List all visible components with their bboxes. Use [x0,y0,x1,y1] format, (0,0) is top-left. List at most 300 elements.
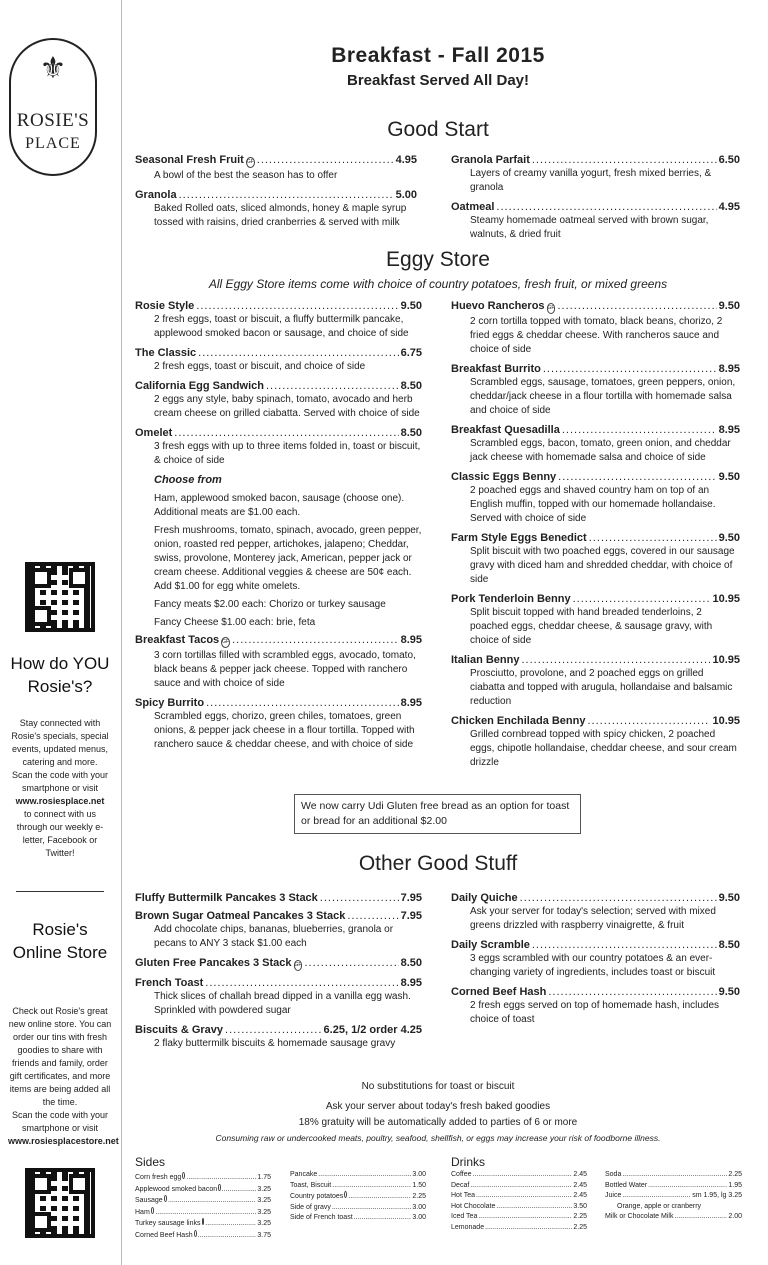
menu-item-line [135,154,417,168]
good-start-right [451,154,740,248]
menu-item-description: 2 fresh eggs, toast or biscuit, a fluffy buttermilk pancake, applewood smoked bacon or sausage, and choice of side [154,314,409,339]
menu-item-name: Chicken Enchilada Benny [451,715,586,727]
menu-item-price: 8.50 [400,380,422,392]
menu-item [135,189,417,230]
price-list-item [290,1170,426,1181]
dot-leader [198,1231,257,1242]
dot-leader [478,1212,572,1223]
menu-item-name: Corned Beef Hash [451,986,547,998]
menu-item-description: 3 eggs scrambled with our country potatoes & an ever-changing variety of ingredients, includes toast or biscuit [470,953,716,978]
menu-item-name: Italian Benny [451,654,520,666]
price-list-price: 1.75 [257,1174,271,1181]
menu-item-line [135,300,422,312]
sides-col-2 [290,1170,426,1224]
qr-code-icon[interactable] [25,562,95,632]
drinks-heading: Drinks [451,1155,486,1169]
section-title-other-good-stuff: Other Good Stuff [358,852,518,875]
menu-item [135,1024,422,1051]
dot-leader [332,1203,412,1214]
price-list-price: 3.25 [257,1208,271,1216]
footer-baked-goodies: Ask your server about today's fresh baked goodies [325,1101,551,1112]
eggy-store-left [135,300,422,758]
menu-item [135,977,422,1018]
price-list-name: Lemonade [451,1223,485,1231]
dot-leader [587,715,710,727]
menu-item [451,939,740,980]
price-list-price: sm 1.95, lg 3.25 [692,1192,742,1199]
dot-leader [206,697,399,709]
menu-item-name: Brown Sugar Oatmeal Pancakes 3 Stack [135,910,346,922]
menu-item-line [451,201,740,213]
dot-leader [557,300,716,312]
gluten-free-icon: GF [246,157,255,168]
dot-leader [562,424,717,436]
menu-item [135,634,422,691]
menu-item [135,300,422,341]
menu-item-description: Steamy homemade oatmeal served with brown sugar, walnuts, & dried fruit [470,215,709,240]
sides-heading: Sides [135,1155,166,1169]
dot-leader [186,1173,256,1184]
dot-leader [232,634,398,646]
dot-leader [320,892,399,904]
menu-item-line [451,986,740,998]
connect-text-1: Stay connected with Rosie's specials, special events, updated menus, catering and more. [11,718,109,767]
sidebar-divider [16,891,104,892]
menu-item [451,201,740,242]
menu-item-line [451,593,740,605]
price-list-item [135,1230,271,1242]
choose-from-option: Fancy Cheese $1.00 each: brie, feta [154,617,316,628]
menu-item-price: 9.50 [400,300,422,312]
gluten-free-icon [218,1184,221,1191]
menu-item-name: Daily Quiche [451,892,518,904]
dot-leader [318,1170,411,1181]
dot-leader [348,1192,411,1203]
menu-item-name: Rosie Style [135,300,195,312]
menu-item-line [135,347,422,359]
dot-leader [532,154,717,166]
price-list-item [290,1203,426,1214]
price-list-price: 2.25 [573,1213,587,1220]
menu-item [135,697,422,752]
dot-leader [532,939,717,951]
menu-item-price: 8.95 [400,977,422,989]
menu-main [128,0,768,1265]
dot-leader [543,363,717,375]
menu-item-price: 8.50 [400,427,422,439]
website-link[interactable]: www.rosiesplace.net [15,796,105,806]
dot-leader [304,957,398,969]
dot-leader [558,471,716,483]
price-list-item [451,1223,587,1234]
gluten-free-icon [151,1207,155,1214]
fleur-de-lis-icon: ⚜ [39,51,67,86]
menu-item-description: 2 flaky buttermilk biscuits & homemade sausage gravy [154,1038,396,1049]
dot-leader [198,347,398,359]
menu-item-line [135,910,422,922]
price-list-price: 2.00 [728,1213,742,1220]
menu-item [451,593,740,648]
menu-item-line [135,957,422,971]
price-list-price: 2.45 [573,1171,587,1178]
menu-item [451,654,740,709]
dot-leader [155,1208,256,1219]
menu-item-line [451,715,740,727]
price-list-name: Corn fresh egg [135,1174,182,1181]
menu-item-price: 10.95 [712,654,740,666]
menu-item-description: Grilled cornbread topped with spicy chicken, 2 poached eggs, chipotle hollandaise, cheddar cheese, and sour cream drizzle [470,729,737,768]
gluten-free-icon [194,1230,197,1237]
menu-item-name: Seasonal Fresh Fruit [135,154,244,166]
price-list-item [290,1191,426,1203]
store-website-link[interactable]: www.rosiesplacestore.net [8,1136,119,1146]
good-start-left [135,154,417,236]
menu-item-description: Thick slices of challah bread dipped in a vanilla egg wash. Sprinkled with powdered sugar [154,991,411,1016]
price-list-price: 3.00 [412,1214,426,1221]
menu-item-price: 5.00 [395,189,417,201]
gluten-free-icon [164,1195,167,1202]
price-list-item [451,1181,587,1192]
dot-leader [222,1185,257,1196]
price-list-name: Ham [135,1208,150,1216]
price-list-item [605,1181,742,1192]
menu-subtitle: Breakfast Served All Day! [346,72,530,89]
menu-item-name: Huevo Rancheros [451,300,545,312]
menu-item-description: 2 fresh eggs, toast or biscuit, and choice of side [154,361,366,372]
price-list-item [290,1181,426,1192]
dot-leader [354,1213,412,1224]
menu-item-description: Split biscuit with two poached eggs, covered in our sausage gravy with diced ham and shredded cheddar, with choice of side [470,546,735,585]
eggy-left-items-2 [135,634,422,752]
menu-item-name: Oatmeal [451,201,495,213]
menu-item-name: French Toast [135,977,204,989]
menu-item-line [451,532,740,544]
eggy-left-items [135,300,422,468]
dot-leader [622,1191,691,1202]
dot-leader [470,1181,572,1192]
dot-leader [179,189,394,201]
choose-from-heading: Choose from [154,474,222,486]
price-list-name: Country potatoes [290,1193,344,1200]
menu-item-line [451,892,740,904]
price-list-item [605,1212,742,1223]
menu-item-name: Daily Scramble [451,939,530,951]
price-list-item [605,1170,742,1181]
footer-no-substitutions: No substitutions for toast or biscuit [361,1081,515,1092]
menu-item-description: Baked Rolled oats, sliced almonds, honey & maple syrup tossed with raisins, dried cranberries & served with milk [154,203,407,228]
menu-item-line [135,189,417,201]
menu-item-description: Add chocolate chips, bananas, blueberries, granola or pecans to ANY 3 stack $1.00 each [154,924,394,949]
menu-item-description: 2 corn tortilla topped with tomato, black beans, chorizo, 2 fried eggs & cheddar cheese. With rancheros sauce and choice of side [470,316,723,355]
menu-item-name: Fluffy Buttermilk Pancakes 3 Stack [135,892,318,904]
gluten-free-icon: GF [294,960,303,971]
dot-leader [548,986,716,998]
dot-leader [521,654,710,666]
price-list-name: Soda [605,1171,622,1178]
price-list-name: Juice [605,1192,622,1199]
menu-item-price: 7.95 [400,910,422,922]
menu-item-name: The Classic [135,347,197,359]
menu-item-name: Pork Tenderloin Benny [451,593,571,605]
menu-item-price: 9.50 [718,532,740,544]
menu-item-description: 2 fresh eggs served on top of homemade hash, includes choice of toast [470,1000,720,1025]
dot-leader [332,1181,411,1192]
dot-leader [573,593,711,605]
rosies-place-logo [9,38,97,176]
price-list-item [451,1202,587,1213]
logo-word-2: PLACE [25,135,81,152]
price-list-name: Hot Tea [451,1192,475,1199]
menu-item-line [135,892,422,904]
menu-item [135,892,422,904]
menu-item-line [135,380,422,392]
menu-item-price: 9.50 [718,471,740,483]
dot-leader [225,1024,322,1036]
menu-item-line [451,471,740,483]
menu-item-name: Breakfast Quesadilla [451,424,560,436]
eggy-store-note: All Eggy Store items come with choice of country potatoes, fresh fruit, or mixed greens [208,277,668,291]
price-list-name: Turkey sausage links [135,1220,201,1227]
menu-item-line [135,697,422,709]
price-list-name: Applewood smoked bacon [135,1185,218,1193]
menu-item [135,154,417,183]
menu-item-description: 2 poached eggs and shaved country ham on top of an English muffin, topped with our homemade hollandaise. Served with choice of side [470,485,716,524]
menu-item-price: 8.95 [400,634,422,646]
eggy-store-right [451,300,740,776]
menu-item-name: California Egg Sandwich [135,380,264,392]
menu-item [451,154,740,195]
menu-item [135,347,422,374]
dot-leader [347,910,398,922]
menu-item-price: 8.95 [400,697,422,709]
price-list-price: 1.50 [412,1181,426,1189]
price-list-name: Corned Beef Hash [135,1231,193,1239]
gluten-free-icon [202,1218,205,1225]
choose-from-option: Fancy meats $2.00 each: Chorizo or turkey sausage [154,599,386,610]
price-list-name: Coffee [451,1171,472,1178]
price-list-name: Bottled Water [605,1181,648,1189]
price-list-item [135,1218,271,1230]
menu-item-line [135,634,422,648]
footer-foodborne-warning: Consuming raw or undercooked meats, poultry, seafood, shellfish, or eggs may increase your risk of foodborne illness. [215,1133,661,1143]
menu-item-description: Layers of creamy vanilla yogurt, fresh mixed berries, & granola [470,168,712,193]
menu-item [135,957,422,971]
price-list-item [135,1195,271,1207]
menu-item-description: 3 corn tortillas filled with scrambled eggs, avocado, tomato, black beans & pepper jack cheese. Topped with ranchero sauce and with choice of side [154,650,416,689]
price-list-price: 3.75 [257,1231,271,1239]
sidebar [0,0,122,1265]
menu-item-description: 2 eggs any style, baby spinach, tomato, avocado and herb cream cheese on grilled ciabatta. Served with choice of side [154,394,420,419]
price-list-item [135,1172,271,1184]
menu-item-line [135,977,422,989]
menu-item-description: Split biscuit topped with hand breaded tenderloins, 2 poached eggs, cheddar cheese, & sausage gravy, with choice of side [470,607,713,646]
price-list-name: Milk or Chocolate Milk [605,1213,674,1220]
choose-from-option: Fresh mushrooms, tomato, spinach, avocado, green pepper, onion, roasted red pepper, artichokes, jalapeno; Cheddar, swiss, provolone, Monterey jack, American, pepper jack or cream cheese. Additional veggies & cheese are 50¢ each. Add $1.00 for egg white omelets. [154,525,422,592]
menu-item-name: Spicy Burrito [135,697,205,709]
menu-item-line [451,154,740,166]
menu-item-name: Biscuits & Gravy [135,1024,224,1036]
menu-item [451,532,740,587]
menu-item [451,300,740,357]
dot-leader [205,1219,256,1230]
price-list-price: 2.25 [412,1193,426,1200]
menu-item [451,986,740,1027]
other-left [135,892,422,1057]
choose-from-options [135,492,422,630]
price-list-price: 2.25 [573,1223,587,1231]
menu-item-line [451,300,740,314]
menu-item-description: A bowl of the best the season has to offer [154,170,338,181]
sidebar-heading-store: Rosie's Online Store [12,920,108,962]
price-list-price: 3.50 [573,1202,587,1210]
other-right [451,892,740,1033]
menu-item-name: Breakfast Tacos [135,634,220,646]
menu-item [135,427,422,468]
menu-item-description: Prosciutto, provolone, and 2 poached eggs on grilled ciabatta and topped with arugula, hollandaise and balsamic reduction [470,668,733,707]
price-list-name: Toast, Biscuit [290,1181,332,1189]
price-list-name: Sausage [135,1197,163,1204]
menu-item-price: 8.50 [718,939,740,951]
menu-item-description: Ask your server for today's selection; served with mixed greens drizzled with raspberry vinaigrette, & fruit [470,906,716,931]
store-text-2: Scan the code with your smartphone or visit [11,1110,109,1133]
price-list-name: Hot Chocolate [451,1202,496,1210]
dot-leader [496,1202,572,1213]
dot-leader [520,892,717,904]
menu-item-price: 4.95 [395,154,417,166]
gluten-free-icon [182,1172,185,1179]
dot-leader [496,201,716,213]
dot-leader [589,532,717,544]
price-list-item [135,1207,271,1219]
menu-item-name: Breakfast Burrito [451,363,541,375]
price-list-price: 2.45 [573,1192,587,1199]
dot-leader [196,300,398,312]
menu-title: Breakfast - Fall 2015 [331,44,545,67]
menu-item-description: Scrambled eggs, sausage, tomatoes, green peppers, onion, cheddar/jack cheese in a flour tortilla with homemade salsa and choice of side [470,377,736,416]
menu-item-name: Classic Eggs Benny [451,471,557,483]
menu-item-line [135,1024,422,1036]
price-list-item [135,1184,271,1196]
price-list-item [451,1191,587,1202]
connect-text-2: Scan the code with your smartphone or visit [11,770,109,793]
menu-item-price: 4.95 [718,201,740,213]
menu-item-description: Scrambled eggs, bacon, tomato, green onion, and cheddar jack cheese with homemade salsa and choice of side [470,438,731,463]
price-list-item [290,1213,426,1224]
dot-leader [622,1170,727,1181]
sides-col-1 [135,1172,271,1241]
menu-item-line [451,939,740,951]
section-title-eggy-store: Eggy Store [386,248,490,271]
gluten-free-notice: We now carry Udi Gluten free bread as an option for toast or bread for an additional $2.00 [294,794,581,834]
menu-item-name: Granola Parfait [451,154,530,166]
dot-leader [174,427,398,439]
price-list-price: 2.45 [573,1181,587,1189]
dot-leader [476,1191,572,1202]
price-list-name: Orange, apple or cranberry [617,1202,702,1210]
gluten-free-icon: GF [221,637,230,648]
sidebar-store-text [8,1005,119,1148]
menu-item-price: 6.25, 1/2 order 4.25 [323,1024,422,1036]
menu-item-price: 6.75 [400,347,422,359]
dot-leader [205,977,398,989]
menu-item-price: 9.50 [718,892,740,904]
dot-leader [674,1212,727,1223]
price-list-price: 3.00 [412,1203,426,1211]
menu-item-price: 8.95 [718,363,740,375]
price-list-name: Pancake [290,1171,318,1178]
menu-item-line [451,654,740,666]
price-list-item [605,1202,742,1213]
menu-item [451,471,740,526]
menu-item-name: Omelet [135,427,173,439]
sidebar-connect-text [8,717,112,860]
price-list-price: 1.95 [728,1181,742,1189]
menu-item-price: 10.95 [712,715,740,727]
gluten-free-icon [344,1191,347,1198]
menu-item-price: 9.50 [718,300,740,312]
menu-item-price: 7.95 [400,892,422,904]
menu-item-name: Gluten Free Pancakes 3 Stack [135,957,292,969]
dot-leader [266,380,399,392]
price-list-item [605,1191,742,1202]
menu-item [451,892,740,933]
dot-leader [257,154,394,166]
menu-item [135,380,422,421]
price-list-price: 3.00 [412,1171,426,1178]
store-text-1: Check out Rosie's great new online store. You can order our tins with fresh goodies to share with friends and family, order gift certificates, and more items are being added all the time. [8,1006,112,1107]
store-qr-code-icon[interactable] [25,1168,95,1238]
menu-item [451,363,740,418]
menu-item [451,424,740,465]
connect-text-3: to connect with us through our weekly e-letter, Facebook or Twitter! [16,809,104,858]
menu-item-name: Farm Style Eggs Benedict [451,532,587,544]
menu-item [451,715,740,770]
price-list-price: 3.25 [257,1185,271,1193]
menu-item-line [135,427,422,439]
dot-leader [648,1181,727,1192]
menu-item-description: Scrambled eggs, chorizo, green chiles, tomatoes, green onions, & pepper jack cheese in a flour tortilla. Topped with ranchero sauce & cheddar cheese, and with choice of side [154,711,415,750]
footer-gratuity: 18% gratuity will be automatically added to parties of 6 or more [298,1117,578,1128]
menu-item-price: 6.50 [718,154,740,166]
price-list-price: 3.25 [257,1197,271,1204]
price-list-name: Iced Tea [451,1213,478,1220]
logo-word-1: ROSIE'S [16,110,90,131]
drinks-col-2 [605,1170,742,1223]
menu-item [135,910,422,951]
menu-item-price: 8.95 [718,424,740,436]
gluten-free-icon: GF [547,303,556,314]
dot-leader [485,1223,572,1234]
price-list-price: 3.25 [257,1220,271,1227]
menu-item-price: 8.50 [400,957,422,969]
menu-item-line [451,363,740,375]
price-list-name: Side of gravy [290,1203,331,1211]
price-list-name: Decaf [451,1181,470,1189]
drinks-col-1 [451,1170,587,1233]
sidebar-heading-connect: How do YOU Rosie's? [10,654,110,696]
menu-item-line [451,424,740,436]
price-list-item [451,1212,587,1223]
menu-item-description: 3 fresh eggs with up to three items folded in, toast or biscuit, & choice of side [154,441,421,466]
price-list-name: Side of French toast [290,1214,353,1221]
menu-item-name: Granola [135,189,177,201]
menu-item-price: 10.95 [712,593,740,605]
menu-item-price: 9.50 [718,986,740,998]
price-list-item [451,1170,587,1181]
choose-from-option: Ham, applewood smoked bacon, sausage (choose one). Additional meats are $1.00 each. [154,493,405,518]
dot-leader [168,1196,256,1207]
section-title-good-start: Good Start [387,118,489,141]
